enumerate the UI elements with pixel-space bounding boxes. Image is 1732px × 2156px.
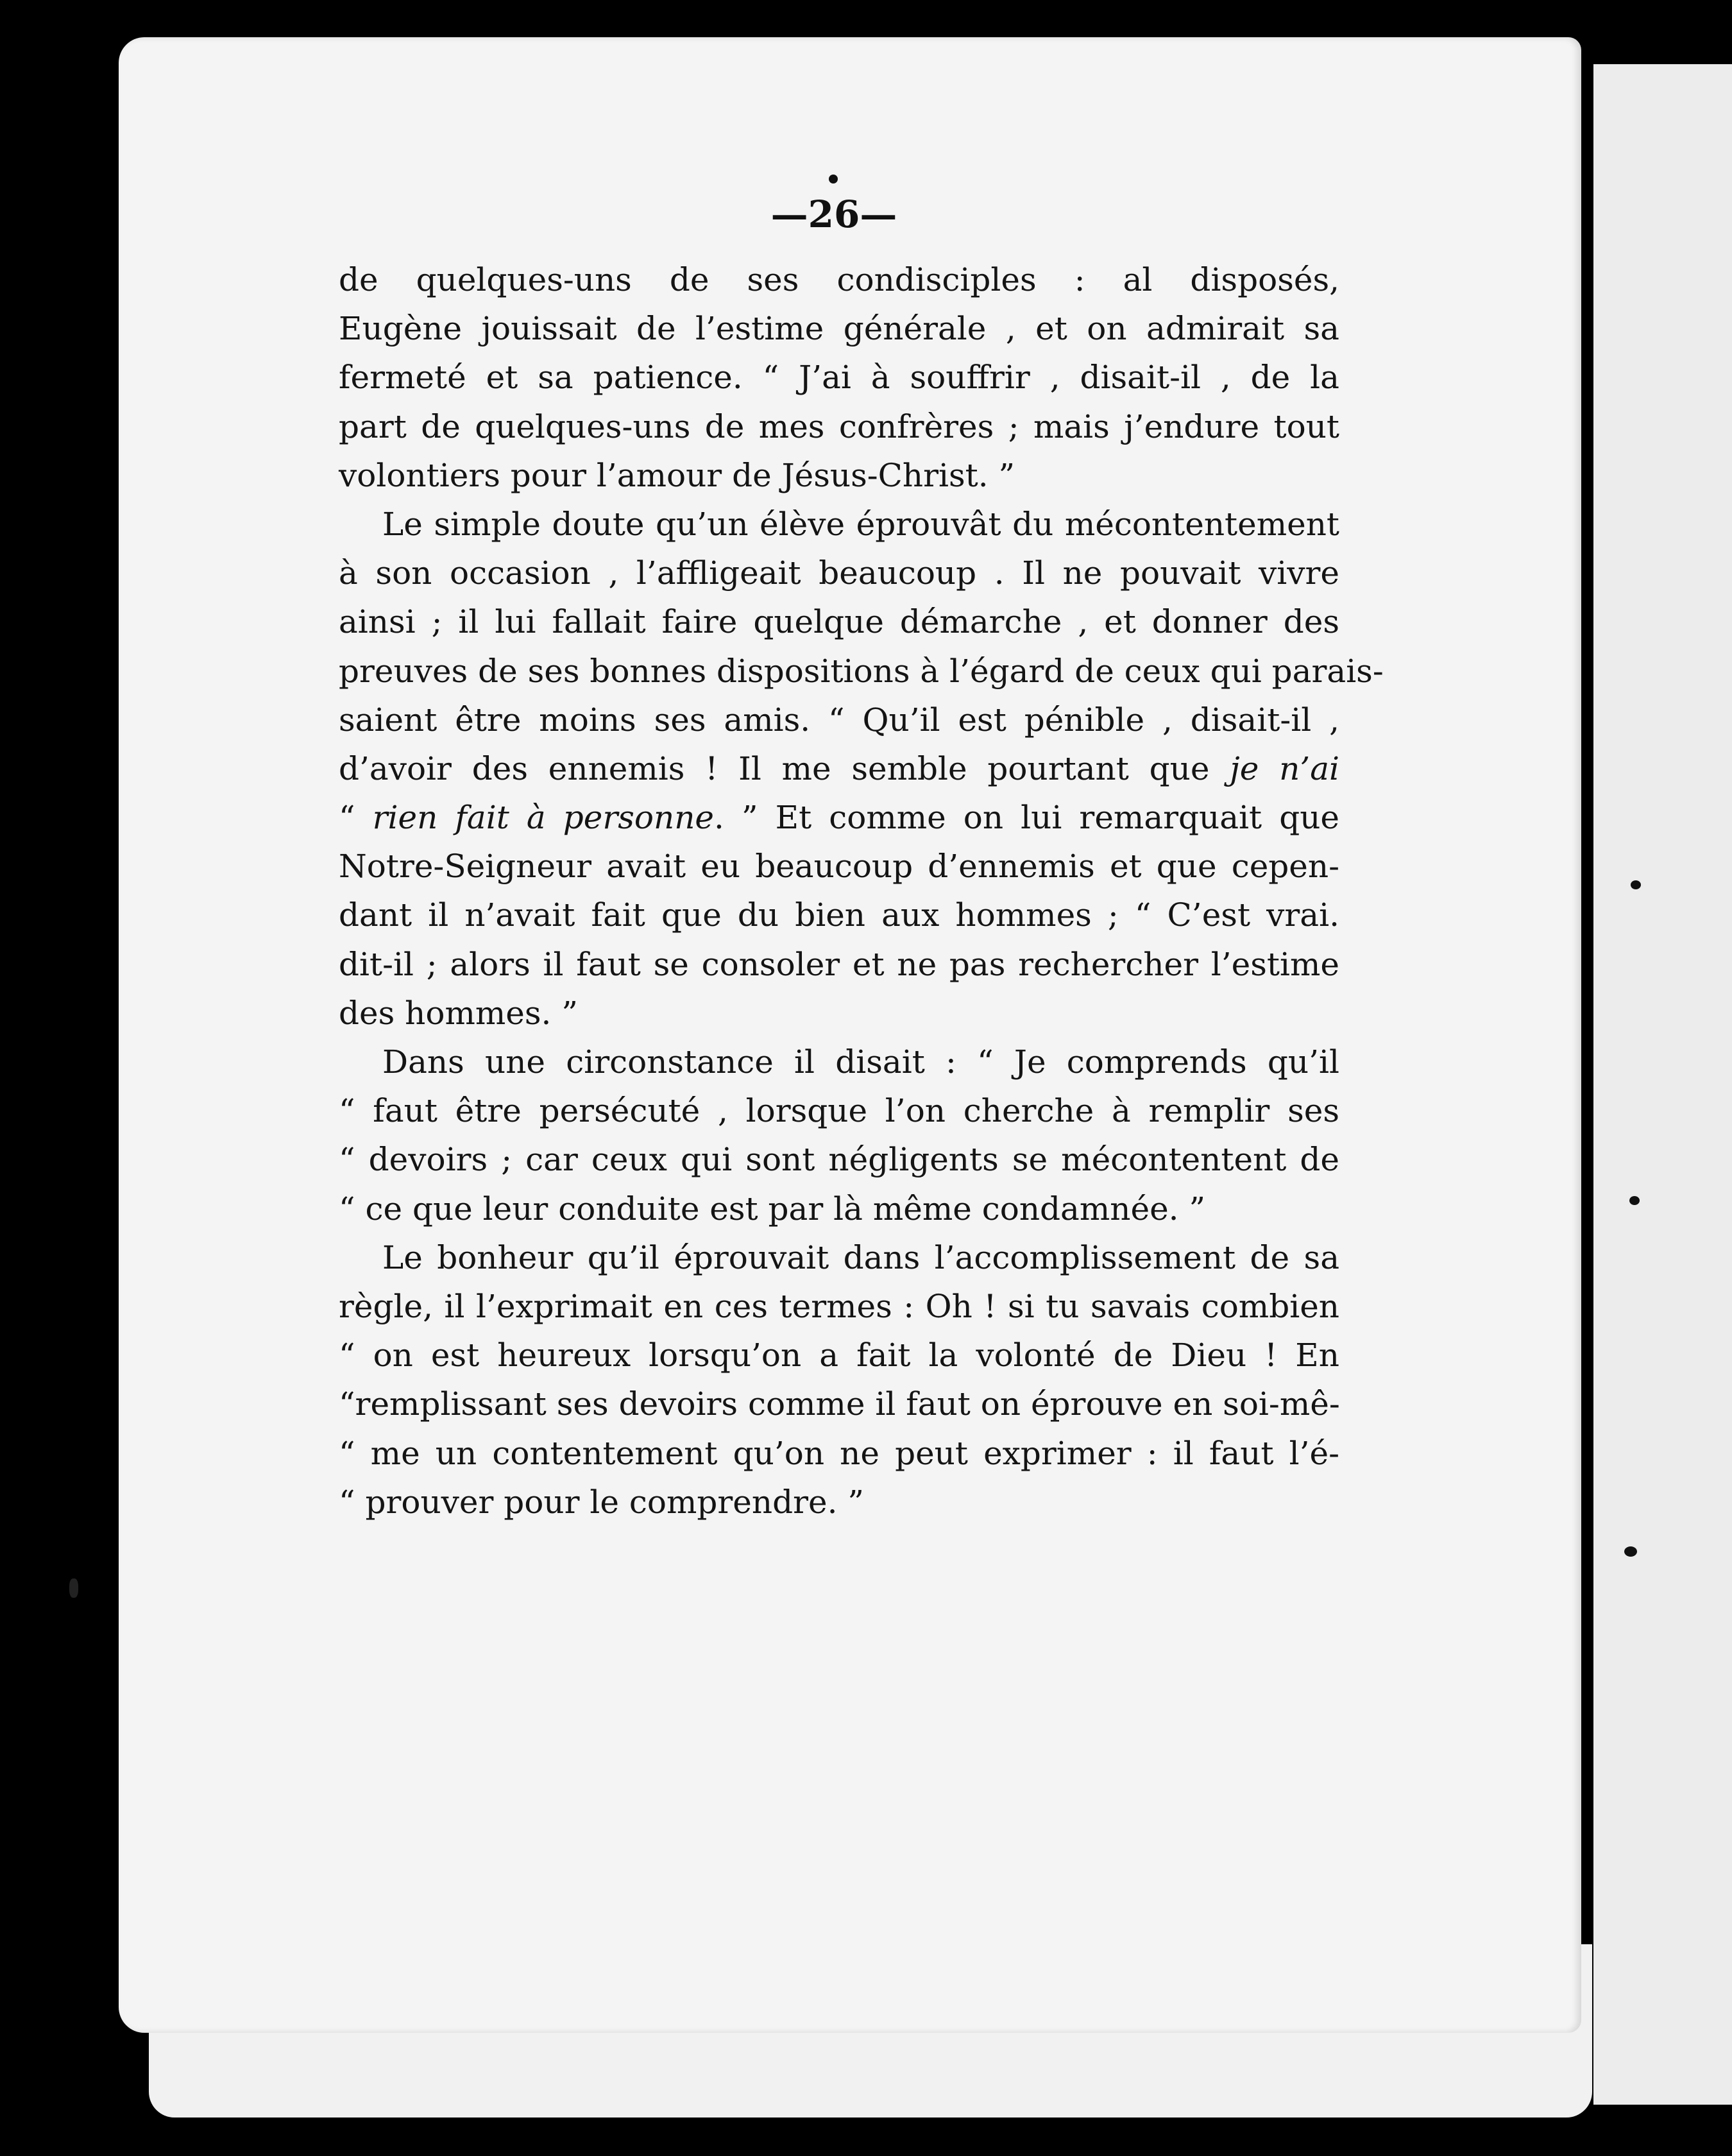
text-line: “ faut être persécuté , lorsque l’on cherche à remplir ses: [339, 1092, 1339, 1130]
text-line: part de quelques-uns de mes confrères ; mais j’endure tout: [339, 407, 1339, 445]
text-line: preuves de ses bonnes dispositions à l’égard de ceux qui parais-: [339, 652, 1384, 690]
text-line: des hommes. ”: [339, 994, 578, 1032]
text-span: . ” Et comme on lui remarquait que: [713, 799, 1340, 837]
text-line: à son occasion , l’affligeait beaucoup . Il ne pouvait vivre: [339, 554, 1339, 592]
text-line: “ on est heureux lorsqu’on a fait la volonté de Dieu ! En: [339, 1337, 1339, 1374]
text-line: “ devoirs ; car ceux qui sont négligents se mécontentent de: [339, 1141, 1339, 1179]
text-line: “ me un contentement qu’on ne peut exprimer : il faut l’é-: [339, 1434, 1339, 1472]
text-line: “remplissant ses devoirs comme il faut on éprouve en soi-mê-: [339, 1385, 1340, 1423]
edge-ink-mark: [1631, 880, 1641, 889]
text-line: [339, 744, 1339, 793]
page-number: —26—: [757, 193, 911, 236]
text-line: Dans une circonstance il disait : “ Je comprends qu’il: [382, 1043, 1339, 1081]
edge-ink-mark: [1624, 1546, 1637, 1557]
text-line: [339, 793, 1339, 842]
text-span: “: [339, 799, 355, 837]
text-line: fermeté et sa patience. “ J’ai à souffrir , disait-il , de la: [339, 359, 1339, 397]
text-line: Le simple doute qu’un élève éprouvât du mécontentement: [382, 505, 1339, 543]
italic-span: je n’ai: [1230, 749, 1339, 787]
text-line: Le bonheur qu’il éprouvait dans l’accomplissement de sa: [382, 1238, 1339, 1276]
text-span: d’avoir des ennemis ! Il me semble pourtant que: [339, 749, 1210, 787]
text-line: “ prouver pour le comprendre. ”: [339, 1483, 864, 1521]
text-line: ainsi ; il lui fallait faire quelque démarche , et donner des: [339, 603, 1339, 641]
italic-span: rien fait à personne: [372, 799, 714, 837]
text-line: de quelques-uns de ses condisciples : al disposés,: [339, 261, 1339, 298]
text-line: dit-il ; alors il faut se consoler et ne pas rechercher l’estime: [339, 945, 1339, 983]
body-text: [339, 255, 1384, 1527]
text-line: volontiers pour l’amour de Jésus-Christ. ”: [339, 456, 1015, 494]
text-line: dant il n’avait fait que du bien aux hommes ; “ C’est vrai.: [339, 896, 1339, 934]
edge-ink-mark: [1629, 1196, 1640, 1205]
text-line: saient être moins ses amis. “ Qu’il est pénible , disait-il ,: [339, 701, 1339, 739]
text-line: “ ce que leur conduite est par là même condamnée. ”: [339, 1190, 1206, 1228]
gutter-smudge: [69, 1579, 78, 1598]
facing-page-edge: [1593, 64, 1732, 2105]
text-line: Notre-Seigneur avait eu beaucoup d’ennemis et que cepen-: [339, 848, 1339, 886]
text-line: Eugène jouissait de l’estime générale , et on admirait sa: [339, 310, 1339, 348]
text-line: règle, il l’exprimait en ces termes : Oh ! si tu savais combien: [339, 1287, 1339, 1325]
